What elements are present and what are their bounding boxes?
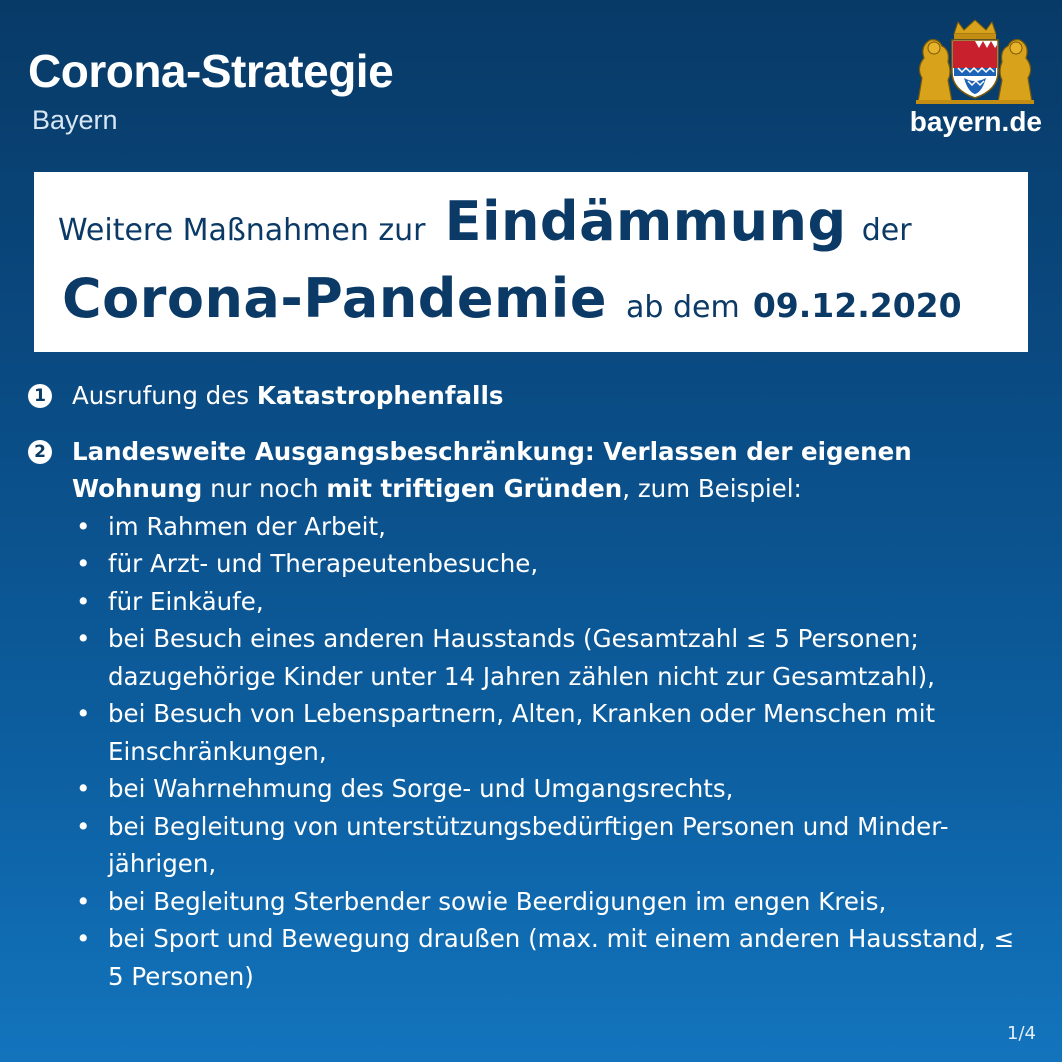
page-subtitle: Bayern bbox=[32, 105, 118, 135]
bullet-icon: • bbox=[76, 699, 91, 728]
measure-post-text: , zum Beispiel: bbox=[622, 474, 802, 503]
headline-pre-text: Weitere Maßnahmen zur bbox=[58, 213, 426, 248]
reason-text: bei Sport und Bewegung draußen (max. mit einem anderen Hausstand, ≤ 5 Personen) bbox=[108, 924, 1015, 991]
page-title: Corona-Strategie bbox=[28, 45, 394, 97]
reason-text: bei Besuch von Lebenspartnern, Alten, Kranken oder Menschen mit Einschränkungen, bbox=[108, 699, 936, 766]
reason-list-item bbox=[72, 920, 1036, 995]
measure-mid-text: nur noch bbox=[202, 474, 327, 503]
measure-item-2 bbox=[26, 433, 1036, 996]
reason-list-item bbox=[72, 695, 1036, 770]
reason-text: bei Besuch eines anderen Hausstands (Gesamtzahl ≤ 5 Personen; dazugehörige Kinder unter 14 Jahren zählen nicht zur Gesamtzahl), bbox=[108, 624, 935, 691]
bullet-icon: • bbox=[76, 511, 91, 541]
reason-text: für Arzt- und Therapeutenbesuche, bbox=[108, 549, 539, 578]
bullet-icon: • bbox=[76, 624, 91, 653]
reason-text: im Rahmen der Arbeit, bbox=[108, 511, 386, 541]
bullet-icon: • bbox=[76, 549, 91, 578]
brand-link[interactable]: bayern.de bbox=[909, 106, 1042, 137]
number-badge-icon: 1 bbox=[28, 384, 52, 408]
reason-text: bei Wahrnehmung des Sorge- und Umgangsrechts, bbox=[108, 774, 734, 803]
bullet-icon: • bbox=[76, 811, 91, 841]
headline-line-1 bbox=[58, 190, 912, 253]
reason-text: bei Begleitung Sterbender sowie Beerdigungen im engen Kreis, bbox=[108, 886, 887, 916]
headline-emphasis-1: Eindämmung bbox=[444, 190, 847, 253]
reason-list-item bbox=[72, 883, 1036, 921]
page-indicator: 1/4 bbox=[1007, 1023, 1036, 1044]
reasons-list bbox=[72, 508, 1036, 996]
reason-list-item bbox=[72, 808, 1036, 883]
headline-post-text: der bbox=[861, 213, 912, 248]
measure-text-bold: Katastrophenfalls bbox=[256, 381, 504, 410]
headline-date-prefix: ab dem bbox=[626, 290, 740, 325]
reason-list-item bbox=[72, 583, 1036, 621]
reason-list-item bbox=[72, 770, 1036, 808]
bullet-icon: • bbox=[76, 886, 91, 916]
headline-emphasis-2: Corona-Pandemie bbox=[62, 267, 607, 330]
measures-list bbox=[26, 377, 1036, 995]
measure-bold-2: mit triftigen Gründen bbox=[326, 474, 623, 503]
reason-text: für Einkäufe, bbox=[108, 586, 264, 616]
measure-text: Ausrufung des bbox=[72, 381, 257, 410]
reason-list-item bbox=[72, 620, 1036, 695]
measure-item-1 bbox=[26, 377, 1036, 415]
reason-list-item bbox=[72, 545, 1036, 583]
headline-date: 09.12.2020 bbox=[752, 286, 962, 325]
number-badge-icon: 2 bbox=[28, 440, 52, 464]
bullet-icon: • bbox=[76, 924, 91, 953]
measure-bold-1: Landesweite Ausgangsbeschränkung: Verlassen der eigenen Wohnung bbox=[72, 436, 912, 503]
reason-list-item bbox=[72, 508, 1036, 546]
bullet-icon: • bbox=[76, 586, 91, 616]
headline-line-2 bbox=[62, 267, 962, 330]
bullet-icon: • bbox=[76, 774, 91, 803]
bavarian-coat-of-arms-icon bbox=[908, 18, 1042, 104]
measure-intro bbox=[72, 433, 1036, 508]
reason-text: bei Begleitung von unterstützungsbedürftigen Personen und Minder-jährigen, bbox=[108, 811, 949, 878]
headline-box bbox=[34, 172, 1028, 352]
